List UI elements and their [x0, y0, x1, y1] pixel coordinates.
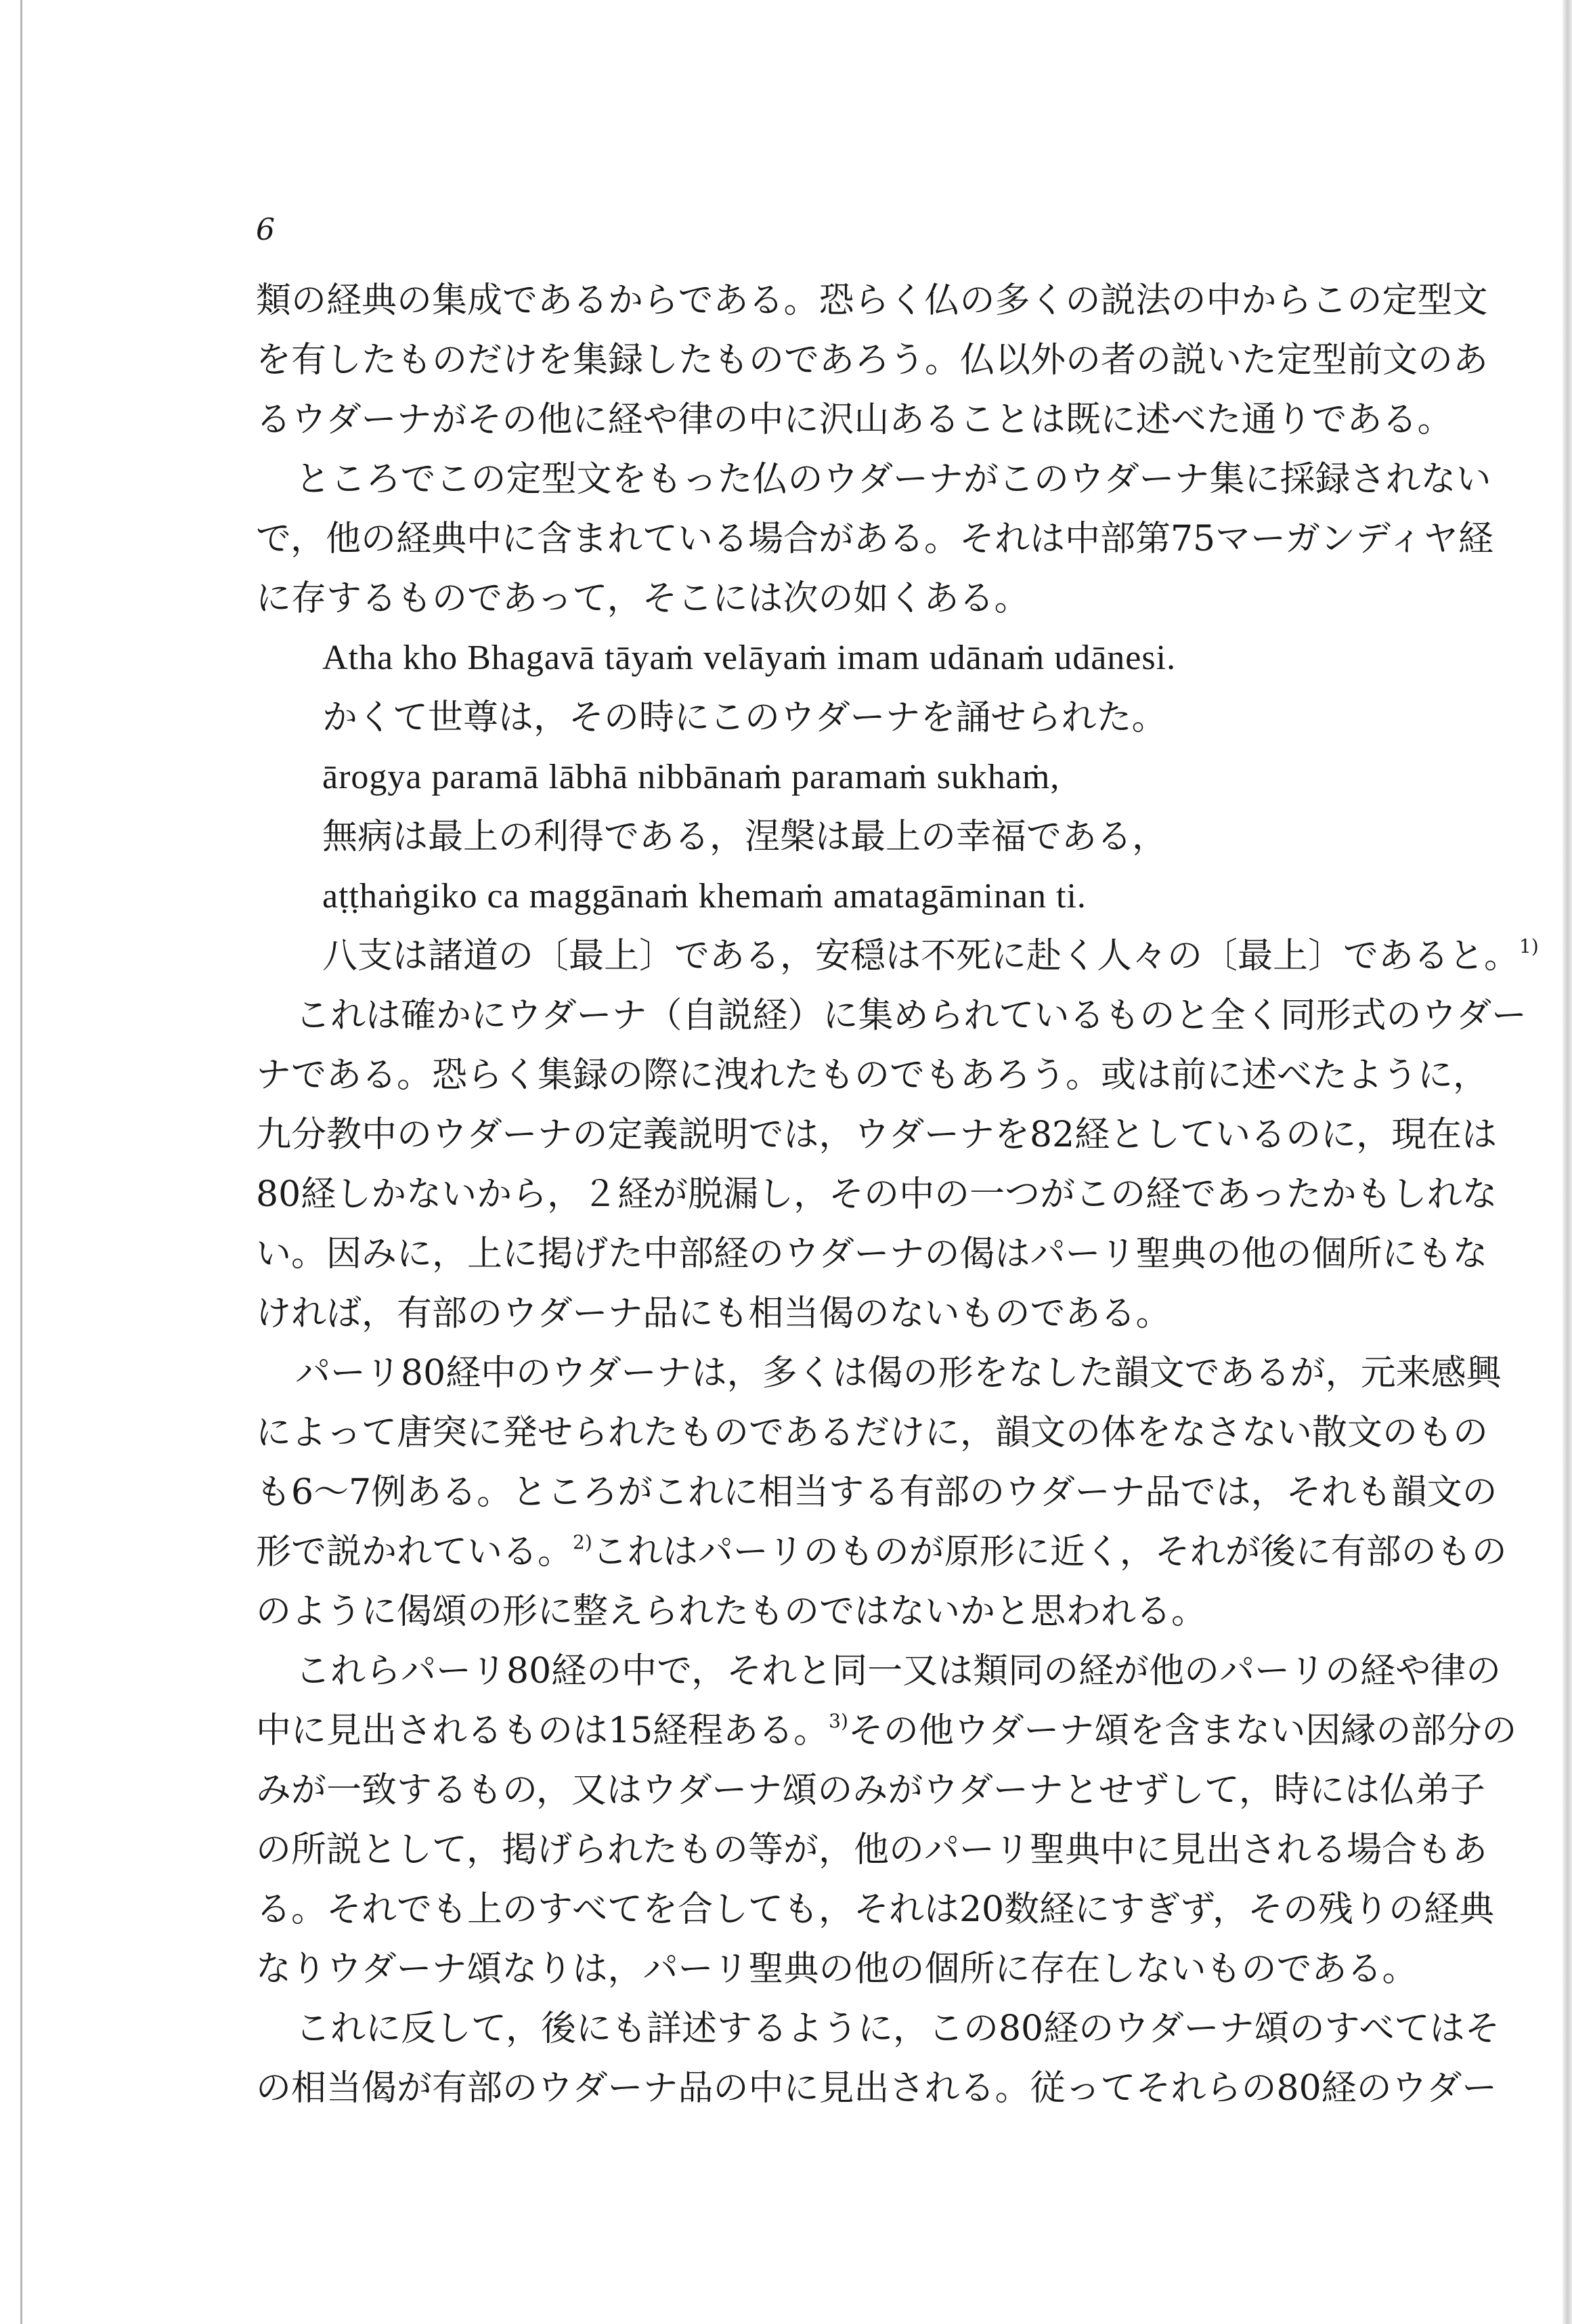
scan-edge-left [20, 0, 22, 2324]
text-line: 類の経典の集成であるからである。恐らく仏の多くの説法の中からこの定型文 [256, 280, 1488, 321]
paragraph-2 [256, 450, 1493, 628]
text-line: これらパーリ80経の中で，それと同一又は類同の経が他のパーリの経や律の [295, 1651, 1502, 1692]
footnote-marker: 3) [829, 1710, 848, 1732]
text-line: に存するものであって，そこには次の如くある。 [256, 578, 1030, 619]
text-line: るウダーナがその他に経や律の中に沢山あることは既に述べた通りである。 [256, 400, 1453, 440]
translation-line: かくて世尊は，その時にこのウダーナを誦せられた。 [322, 697, 1167, 738]
pali-line: ārogya paramā lābhā nibbānaṁ paramaṁ sukhaṁ, [322, 758, 1060, 796]
text-line: のように偈頌の形に整えられたものではないかと思われる。 [256, 1591, 1207, 1632]
text-line: 九分教中のウダーナの定義説明では，ウダーナを82経としているのに，現在は [256, 1115, 1498, 1155]
translation-text: 八支は諸道の〔最上〕である，安穏は不死に赴く人々の〔最上〕であると。 [322, 936, 1520, 976]
text-line: これは確かにウダーナ（自説経）に集められているものと全く同形式のウダー [295, 995, 1527, 1036]
scan-edge-right [1563, 0, 1572, 2324]
pali-line: Atha kho Bhagavā tāyaṁ velāyaṁ imam udānaṁ udānesi. [322, 639, 1177, 677]
page-number: 6 [256, 213, 275, 247]
text-line: の所説として，掲げられたもの等が，他のパーリ聖典中に見出される場合もあ [256, 1830, 1487, 1870]
text-line [256, 1701, 1517, 1761]
paragraph-4 [256, 1343, 1507, 1641]
text-line: の相当偈が有部のウダーナ品の中に見出される。従ってそれらの80経のウダー [256, 2068, 1498, 2109]
page-body [256, 271, 1539, 2118]
text-line: 80経しかないから，２経が脱漏し，その中の一つがこの経であったかもしれな [256, 1174, 1498, 1215]
quotation-block [256, 628, 1539, 986]
footnote-marker: 2) [573, 1531, 592, 1553]
paragraph-5 [256, 1641, 1517, 1999]
text-segment: 形で説かれている。 [256, 1532, 573, 1572]
text-segment: 中に見出されるものは15経程ある。 [256, 1710, 829, 1751]
text-line: ナである。恐らく集録の際に洩れたものでもあろう。或は前に述べたように， [256, 1055, 1489, 1096]
text-line: も6～7例ある。ところがこれに相当する有部のウダーナ品では，それも韻文の [256, 1472, 1498, 1513]
text-line: る。それでも上のすべてを合しても，それは20数経にすぎず，その残りの経典 [256, 1889, 1494, 1930]
text-line: これに反して，後にも詳述するように，この80経のウダーナ頌のすべてはそ [295, 2008, 1500, 2049]
pali-line: aṭṭhaṅgiko ca maggānaṁ khemaṁ amatagāminan ti. [322, 877, 1087, 916]
text-line: で，他の経典中に含まれている場合がある。それは中部第75マーガンディヤ経 [256, 519, 1493, 559]
paragraph-3 [256, 986, 1527, 1343]
text-segment: その他ウダーナ頌を含まない因縁の部分の [848, 1710, 1517, 1751]
paragraph-1 [256, 271, 1489, 450]
text-line: みが一致するもの，又はウダーナ頌のみがウダーナとせずして，時には仏弟子 [256, 1770, 1485, 1811]
text-segment: これはパーリのものが原形に近く，それが後に有部のもの [592, 1532, 1507, 1572]
text-line [256, 1522, 1507, 1582]
text-line: によって唐突に発せられたものであるだけに，韻文の体をなさない散文のもの [256, 1413, 1489, 1453]
footnote-marker: 1) [1519, 935, 1539, 957]
text-line: い。因みに，上に掲げた中部経のウダーナの偈はパーリ聖典の他の個所にもな [256, 1234, 1488, 1274]
text-line: パーリ80経中のウダーナは，多くは偈の形をなした韻文であるが，元来感興 [295, 1353, 1502, 1394]
text-line: を有したものだけを集録したものであろう。仏以外の者の説いた定型前文のあ [256, 340, 1489, 381]
text-line: なりウダーナ頌なりは，パーリ聖典の他の個所に存在しないものである。 [256, 1949, 1418, 1989]
translation-line: 無病は最上の利得である，涅槃は最上の幸福である， [322, 817, 1168, 857]
translation-line [256, 926, 1539, 986]
text-line: ければ，有部のウダーナ品にも相当偈のないものである。 [256, 1293, 1171, 1334]
text-line: ところでこの定型文をもった仏のウダーナがこのウダーナ集に採録されない [295, 459, 1491, 500]
paragraph-6 [256, 1999, 1500, 2118]
